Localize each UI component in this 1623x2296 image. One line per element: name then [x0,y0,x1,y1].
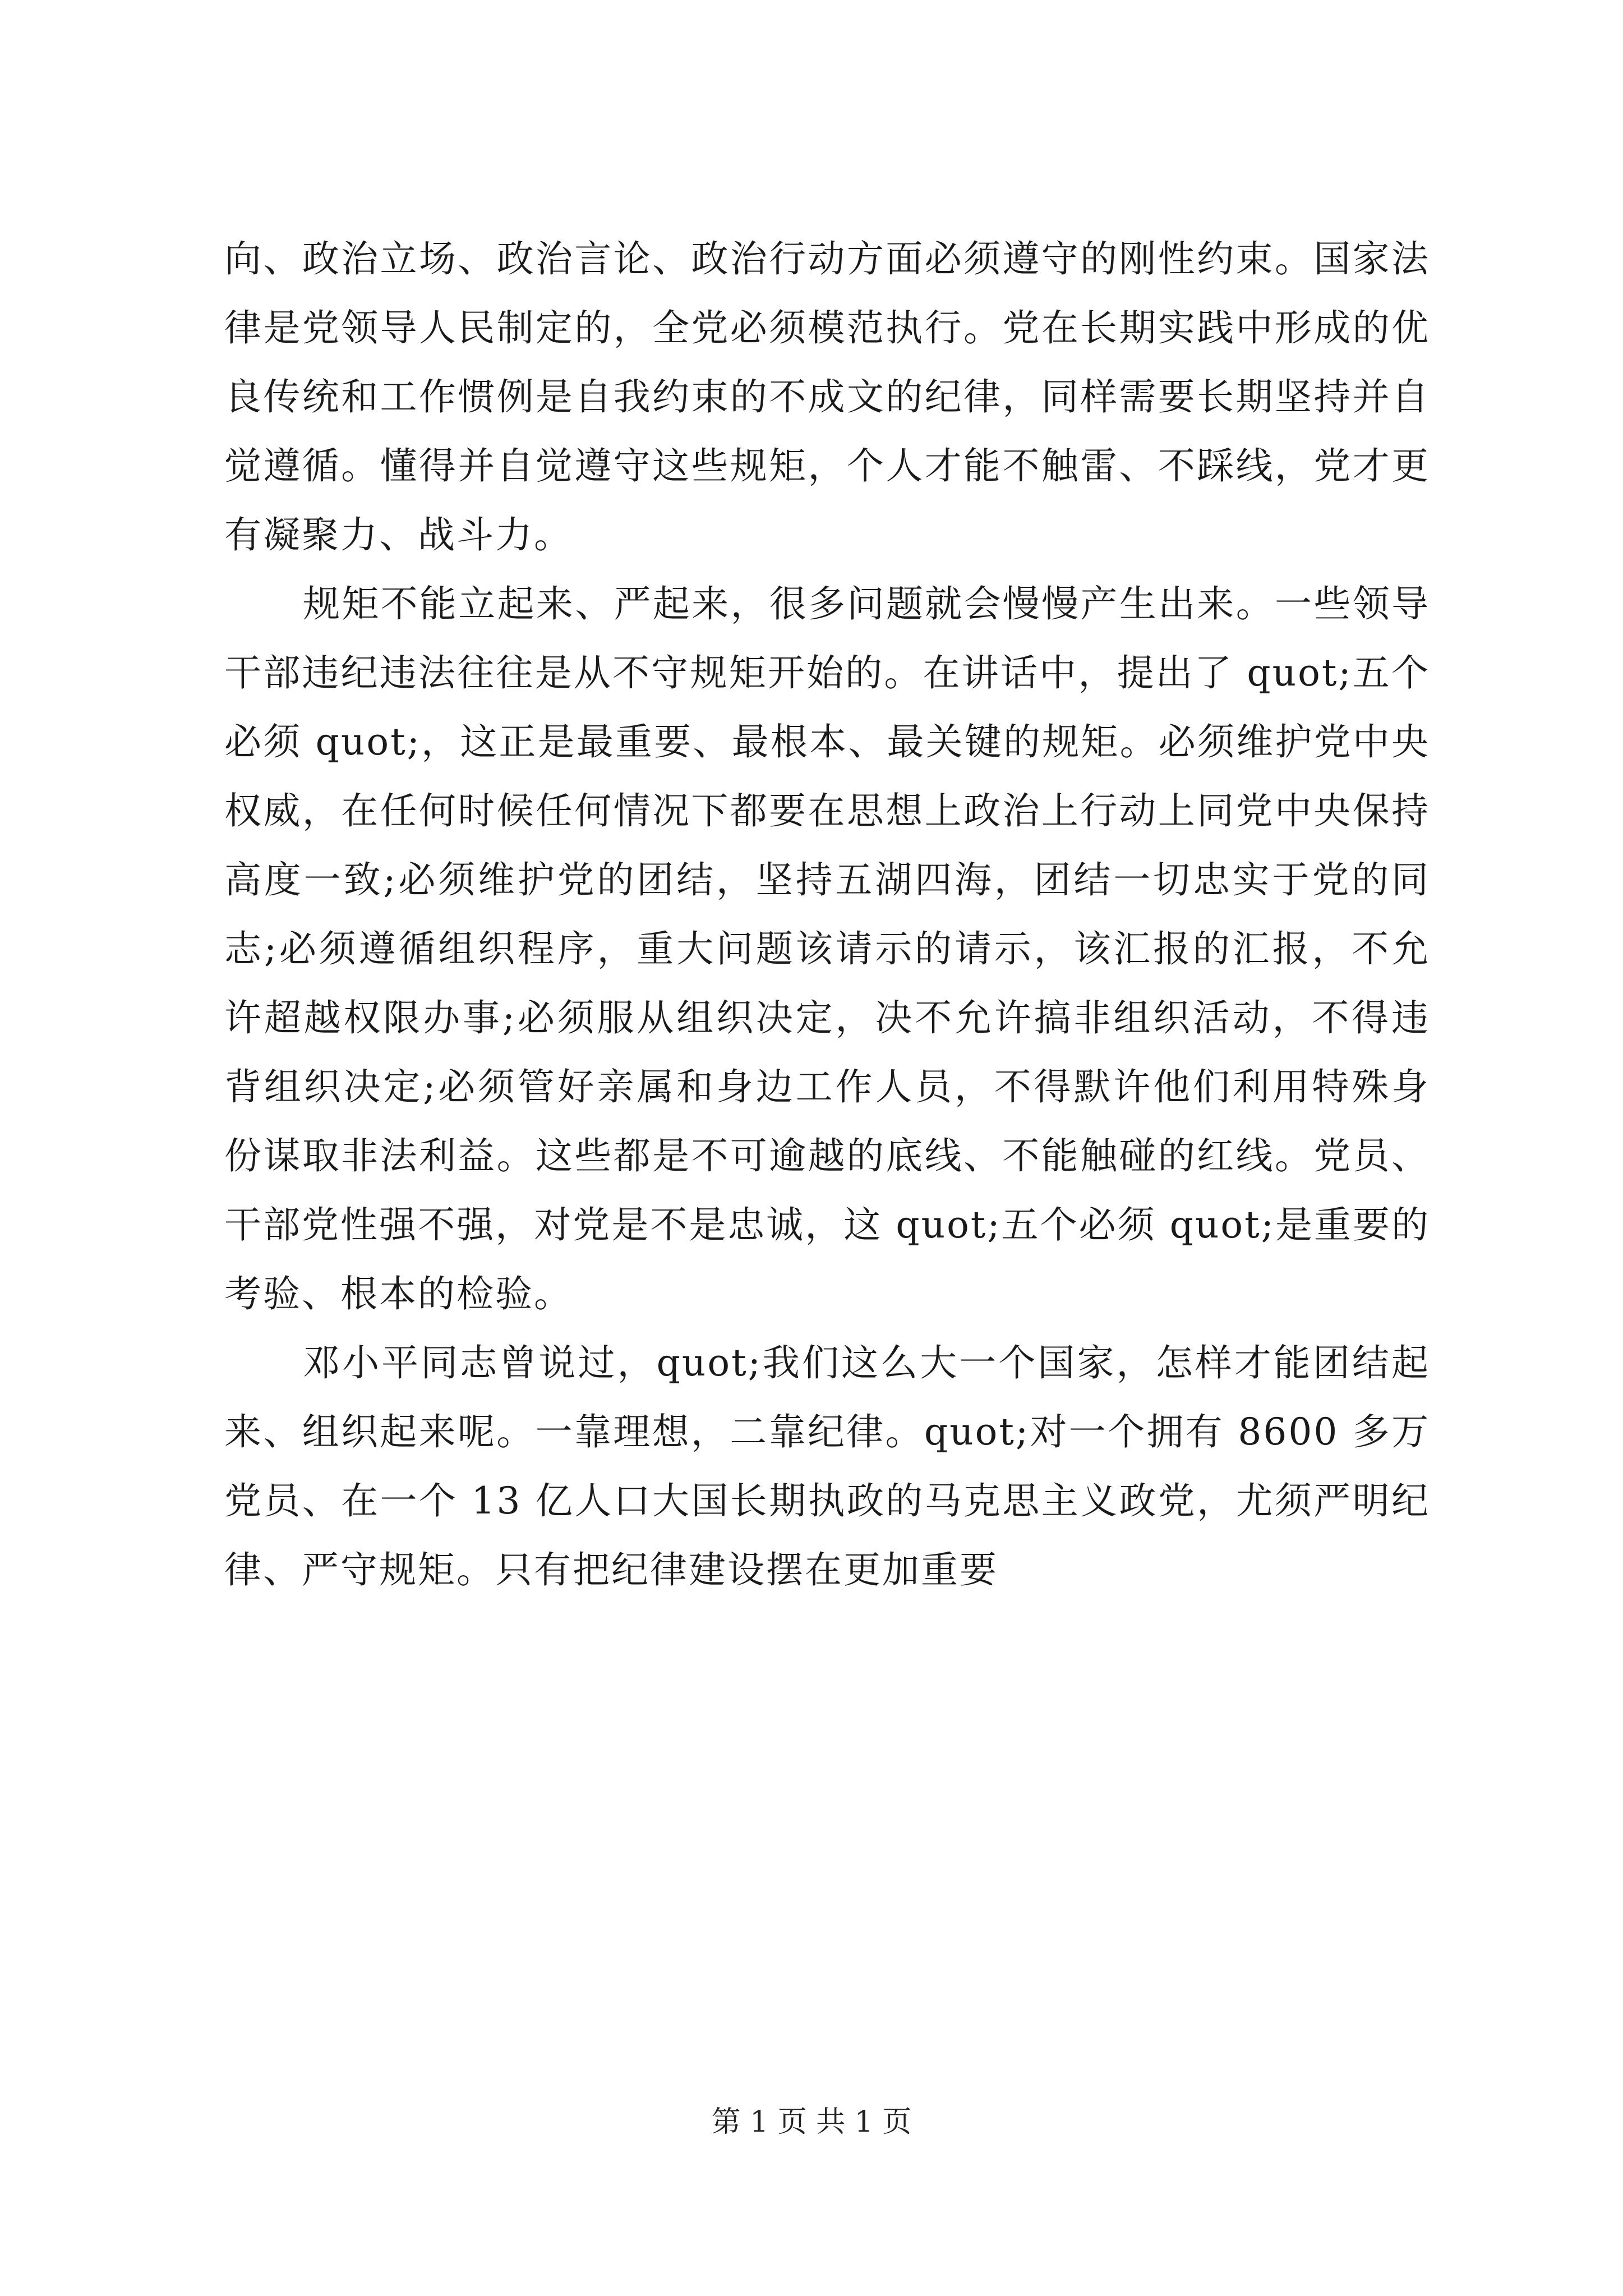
paragraph-2: 规矩不能立起来、严起来，很多问题就会慢慢产生出来。一些领导干部违纪违法往往是从不守规矩开始的。在讲话中，提出了 quot;五个必须 quot;，这正是最重要、最根本、最关键的规矩。必须维护党中央权威，在任何时候任何情况下都要在思想上政治上行动上同党中央保持高度一致;必须维护党的团结，坚持五湖四海，团结一切忠实于党的同志;必须遵循组织程序，重大问题该请示的请示，该汇报的汇报，不允许超越权限办事;必须服从组织决定，决不允许搞非组织活动，不得违背组织决定;必须管好亲属和身边工作人员，不得默许他们利用特殊身份谋取非法利益。这些都是不可逾越的底线、不能触碰的红线。党员、干部党性强不强，对党是不是忠诚，这 quot;五个必须 quot;是重要的考验、根本的检验。 [224,582,1430,1315]
paragraph-1: 向、政治立场、政治言论、政治行动方面必须遵守的刚性约束。国家法律是党领导人民制定的，全党必须模范执行。党在长期实践中形成的优良传统和工作惯例是自我约束的不成文的纪律，同样需要长期坚持并自觉遵循。懂得并自觉遵守这些规矩，个人才能不触雷、不踩线，党才更有凝聚力、战斗力。 [224,237,1430,556]
paragraph-3: 邓小平同志曾说过，quot;我们这么大一个国家，怎样才能团结起来、组织起来呢。一靠理想，二靠纪律。quot;对一个拥有 8600 多万党员、在一个 13 亿人口大国长期执政的马克思主义政党，尤须严明纪律、严守规矩。只有把纪律建设摆在更加重要 [224,1341,1430,1591]
page-footer: 第 1 页 共 1 页 [711,2105,912,2139]
document-body [224,224,1430,1604]
